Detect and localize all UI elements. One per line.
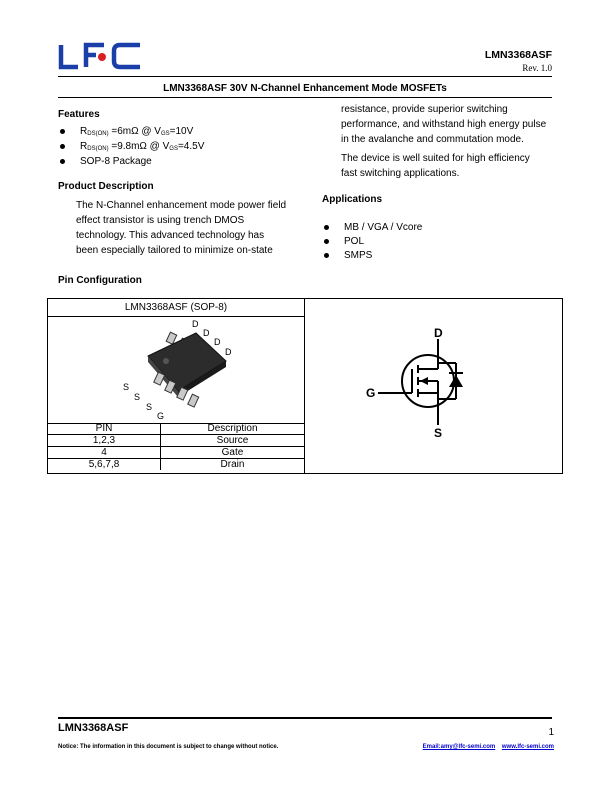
package-label: LMN3368ASF (SOP-8) [124, 302, 228, 313]
description-heading: Product Description [58, 181, 154, 192]
header-part-number: LMN3368ASF [484, 49, 552, 61]
description-right: resistance, provide superior switching performance, and withstand high energy pulse in the avalanche and commutation mode. [341, 104, 547, 145]
pkg-label-s: S [134, 392, 141, 402]
header-revision: Rev. 1.0 [522, 63, 552, 73]
document-title: LMN3368ASF 30V N-Channel Enhancement Mode MOSFETs [163, 83, 447, 94]
gate-label: G [366, 386, 376, 400]
pin-table [48, 423, 304, 470]
pkg-label-d: D [225, 347, 232, 357]
pin-config-table [47, 298, 563, 474]
application-item: SMPS [324, 248, 524, 263]
pkg-label-s: S [146, 402, 153, 412]
description-left: The N-Channel enhancement mode power field effect transistor is using trench DMOS technology. This advanced technology has been especially tailored to minimize on-state [76, 200, 287, 256]
bullet-icon [324, 239, 329, 244]
column-divider [304, 299, 305, 473]
company-logo [58, 42, 144, 70]
website-link[interactable]: www.lfc-semi.com [501, 744, 554, 750]
table-row: 5,6,7,8 Drain [48, 459, 304, 471]
mosfet-symbol [368, 325, 518, 440]
bullet-icon [324, 253, 329, 258]
footer-notice: Notice: The information in this document is subject to change without notice. [58, 744, 279, 750]
source-label: S [434, 426, 443, 440]
sop8-package-image [108, 301, 258, 421]
drain-label: D [434, 326, 443, 340]
features-heading: Features [58, 109, 100, 120]
feature-item: SOP-8 Package [60, 154, 310, 169]
email-link[interactable]: Email:amy@lfc-semi.com [422, 744, 496, 750]
application-item: MB / VGA / Vcore [324, 220, 524, 235]
feature-item: RDS(ON) =6mΩ @ VGS=10V [60, 124, 310, 139]
applications-heading: Applications [322, 194, 383, 205]
header-rule [58, 76, 552, 77]
pkg-label-d: D [203, 328, 210, 338]
description-right-2: The device is well suited for high efficiency fast switching applications. [341, 153, 530, 179]
feature-item: RDS(ON) =9.8mΩ @ VGS=4.5V [60, 139, 310, 154]
applications-list [324, 220, 524, 265]
footer-contact [423, 744, 554, 750]
table-row: 4 Gate [48, 447, 304, 459]
footer-part-number: LMN3368ASF [58, 722, 129, 734]
application-item: POL [324, 234, 524, 249]
bullet-icon [60, 159, 65, 164]
pin-config-heading: Pin Configuration [58, 275, 142, 286]
page-number: 1 [548, 727, 554, 738]
footer-rule [58, 717, 552, 719]
table-row: 1,2,3 Source [48, 435, 304, 447]
pkg-label-g: G [157, 411, 165, 421]
pkg-label-s: S [123, 382, 130, 392]
features-list [60, 124, 310, 169]
bullet-icon [324, 225, 329, 230]
pkg-label-d: D [214, 337, 221, 347]
table-header-row: PIN Description [48, 423, 304, 435]
bullet-icon [60, 129, 65, 134]
bullet-icon [60, 144, 65, 149]
pkg-label-d: D [192, 319, 199, 329]
title-rule [58, 97, 552, 98]
